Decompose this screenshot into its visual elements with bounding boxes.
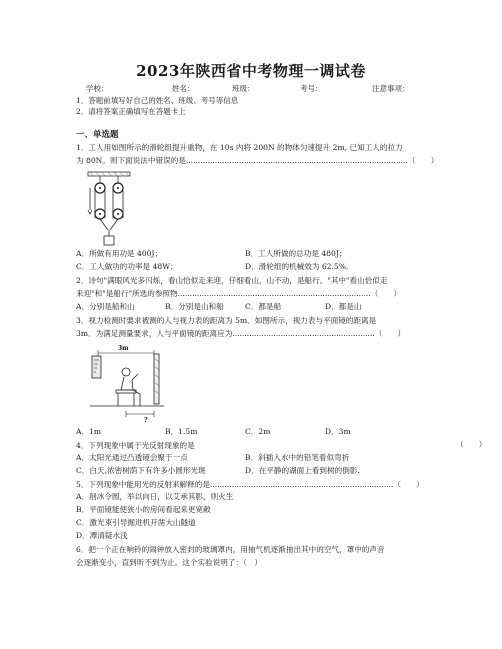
pulley-system-figure [86, 170, 136, 248]
section-heading: 一、单选题 [76, 130, 119, 140]
eye-test-mirror-figure [88, 344, 168, 424]
question-5-option-a: A．削冰令圆，举以向日，以艾承其影，则火生 [76, 492, 234, 501]
question-2-option-a: A．分别是船和山 [76, 302, 135, 311]
question-3-option-d: D．3m [325, 427, 351, 436]
unknown-distance-label: ? [144, 417, 148, 424]
school-label: 学校： [86, 84, 109, 93]
question-2-line-2: 来迎"和"是船行"所选的参照物................................................................................（ ） [76, 289, 402, 298]
question-2-option-b: B．分别是山和船 [165, 302, 224, 311]
distance-label-3m: 3m [118, 345, 129, 352]
question-1-option-b: B．工人所做的总功是 480J； [245, 249, 347, 258]
question-4-option-d: D．在平静的湖面上看到树的倒影. [245, 466, 360, 475]
question-4-answer-bracket: （ ） [456, 440, 487, 449]
question-3-option-a: A．1m [76, 427, 102, 436]
notice-1: 1．答题前填写好自己的姓名、班级、考号等信息 [76, 96, 239, 105]
question-4-option-c: C．白天,浓密树荫下有许多小圆形光斑 [76, 466, 206, 475]
question-6-line-1: 6．把一个正在响铃的闹钟放入密封的玻璃罩内，用抽气机逐渐抽出其中的空气，罩中的声音 [76, 545, 385, 554]
question-5-option-b: B．平面镜能使狭小的房间看起来更宽敞 [76, 505, 211, 514]
question-1-option-d: D．滑轮组的机械效为 62.5%． [245, 262, 354, 271]
class-label: 班级： [232, 84, 255, 93]
question-4-line-1: 4．下列现象中属于光反射现象的是 [76, 441, 195, 450]
question-3-option-b: B．1.5m [165, 427, 198, 436]
question-1-option-a: A．所做有用功是 400J； [76, 249, 163, 258]
question-5-option-d: D．潭清疑水浅 [76, 531, 128, 540]
question-1-line-1: 1．工人用如图所示的滑轮组提升重物，在 10s 内将 200N 的物体匀速提升 2m, 已知工人的拉力 [76, 143, 403, 152]
notice-label: 注意事项： [372, 84, 410, 93]
question-4-option-b: B．斜插入水中的铅笔看似弯折 [245, 453, 350, 462]
name-label: 姓名： [172, 84, 195, 93]
question-3-option-c: C．2m [245, 427, 271, 436]
question-1-line-2: 为 80N。则下面说法中错误的是............................................................................................（ ） [76, 156, 439, 165]
question-3-line-1: 3．视力检测时要求被测的人与视力表的距离为 5m．如图所示，视力表与平面镜的距离是 [76, 316, 377, 325]
question-5-line-1: 5．下列现象中能用光的反射来解释的是............................................................................（ ） [76, 480, 424, 489]
question-2-option-c: C．都是船 [245, 302, 282, 311]
question-2-line-1: 2．诗句"满眼风光多闪烁，看山恰似走来迎，仔细看山，山不动，是船行。"其中"看山恰似走 [76, 276, 388, 285]
question-6-line-2: 会逐渐变小，直到听不到为止。这个实验说明了：（ ） [76, 558, 263, 567]
question-4-option-a: A．太阳光通过凸透镜会聚于一点 [76, 453, 188, 462]
exam-title: 2023年陕西省中考物理一调试卷 [136, 62, 366, 80]
notice-2: 2．请将答案正确填写在答题卡上 [76, 107, 186, 116]
question-1-option-c: C．工人做功的功率是 48W； [76, 262, 178, 271]
exam-number-label: 考号： [300, 84, 323, 93]
question-5-option-c: C．激光束引导掘进机开凿大山隧道 [76, 518, 196, 527]
question-2-option-d: D．都是山 [325, 302, 362, 311]
student-info-line [0, 83, 502, 95]
question-3-line-2: 3m．为满足测量要求，人与平面镜的距离应为...........................................................（ ） [76, 329, 406, 338]
